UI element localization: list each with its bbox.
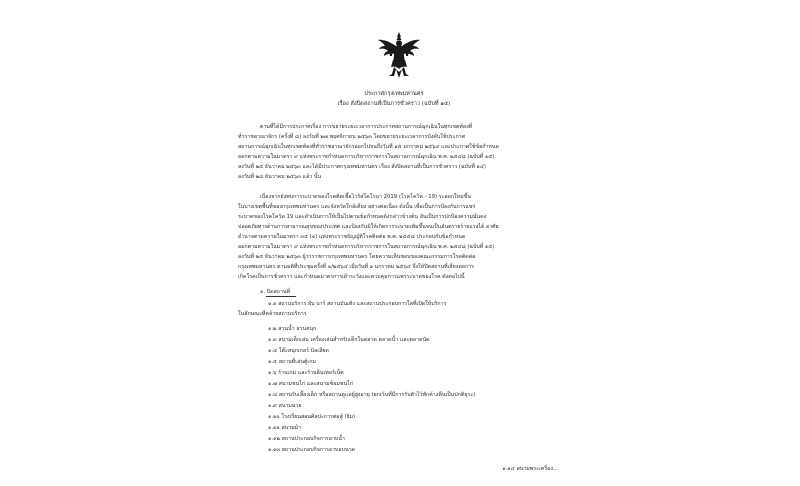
list-item: ๑.๑๓ สถานประกอบกิจการอาบอบนวด: [268, 447, 355, 453]
section-heading: ๑. ปิดสถานที่: [260, 289, 291, 295]
list-item: ๑.๘ สถานรับเลี้ยงเด็ก หรือสถานดูแลผู้สูงอายุ (ยกเว้นที่มีการรับตัวไว้พักค้างคืนเป็นปกติธุระ): [268, 392, 476, 398]
paragraph1-line: สถานการณ์ฉุกเฉินในทุกเขตท้องที่ทั่วราชอาณาจักรออกไปจนถึงวันที่ ๑๕ มกราคม ๒๕๖๔ และประกาศใช้ข้อกำหนด: [238, 144, 499, 150]
section-heading-underline: [266, 296, 296, 297]
list-item: ๑.๑ สถานบริการ ผับ บาร์ สถานบันเทิง และสถานประกอบการใดที่เปิดให้บริการ: [268, 301, 447, 307]
document-page: [208, 0, 580, 486]
list-item: ๑.๒ สวนน้ำ สวนสนุก: [268, 326, 317, 332]
list-item: ๑.๗ สนามชนไก่ และสนามซ้อมชนไก่: [268, 381, 353, 387]
list-item: ๑.๖ ร้านเกม และร้านอินเทอร์เน็ต: [268, 370, 344, 376]
paragraph2-line: ระบาดของโรคโควิด 19 และดำเนินการให้เป็นไปตามข้อกำหนดดังกล่าวข้างต้น อันเป็นการปกป้องความมั่นคง: [238, 214, 487, 220]
paragraph2-line: ลงวันที่ ๒๕ ธันวาคม ๒๕๖๓ ผู้ว่าราชการกรุงเทพมหานคร โดยความเห็นชอบของคณะกรรมการโรคติดต่อ: [238, 254, 476, 260]
list-item: ๑.๕ สถานที่เล่นตู้เกม: [268, 359, 316, 365]
announcement-title: ประกาศกรุงเทพมหานคร: [364, 91, 424, 97]
garuda-emblem-icon: [376, 30, 422, 80]
paragraph2-line: เกิดโรคเป็นการชั่วคราว และกำหนดมาตรการเฝ้าระวังและควบคุมการแพร่ระบาดของโรค ดังต่อไปนี้: [238, 274, 465, 280]
paragraph2-line: กรุงเทพมหานคร ตามมติที่ประชุมครั้งที่ ๑/๒๕๖๔ เมื่อวันที่ ๑ มกราคม ๒๕๖๔ จึงให้ปิดสถานที่เสี่ยงต่อการ: [238, 264, 474, 270]
paragraph2-line: ในบางเขตพื้นที่ของกรุงเทพมหานคร และจังหวัดใกล้เคียง อย่างต่อเนื่อง ดังนั้น เพื่อเป็นการป้องกันการแพร่: [238, 204, 476, 210]
paragraph1-line: ทั่วราชอาณาจักร (ครั้งที่ ๘) ลงวันที่ ๒๗ พฤศจิกายน ๒๕๖๓ โดยขยายระยะเวลาการบังคับใช้ประกาศ: [238, 134, 465, 140]
paragraph2-line: ปลอดภัยทางด้านการสาธารณสุขของประเทศ และป้องกันมิให้เกิดการระบาดเพิ่มขึ้นจนเป็นอันตรายร้ายแรงได้ อาศัย: [238, 224, 499, 230]
announcement-subject: เรื่อง สั่งปิดสถานที่เป็นการชั่วคราว (ฉบับที่ ๑๕): [337, 101, 451, 107]
list-item: ๑.๙ สนามมวย: [268, 403, 302, 409]
paragraph1-line: ลงวันที่ ๒๕ ธันวาคม ๒๕๖๓ และได้มีประกาศกรุงเทพมหานคร เรื่อง สั่งปิดสถานที่เป็นการชั่วคราว (ฉบับที่ ๑๔): [238, 164, 486, 170]
paragraph1-line: ตามที่ได้มีการประกาศเรื่อง การขยายระยะเวลาการประกาศสถานการณ์ฉุกเฉินในทุกเขตท้องที่: [260, 124, 473, 130]
paragraph1-line: ลงวันที่ ๒๘ ธันวาคม ๒๕๖๓ แล้ว นั้น: [238, 174, 322, 180]
paragraph1-line: ออกตามความในมาตรา ๙ แห่งพระราชกำหนดการบริหารราชการในสถานการณ์ฉุกเฉิน พ.ศ. ๒๕๔๘ (ฉบับที่ ๑๕): [238, 154, 495, 160]
paragraph2-line: ออกตามความในมาตรา ๙ แห่งพระราชกำหนดการบริหารราชการในสถานการณ์ฉุกเฉิน พ.ศ. ๒๕๔๘ (ฉบับที่ ๑๕): [238, 244, 495, 250]
continuation-marker: ๑.๑๔ สนามพระเครื่อง...: [502, 466, 558, 472]
list-item: ในลักษณะที่คล้ายสถานบริการ: [238, 311, 307, 317]
list-item: ๑.๑๐ โรงเรียนสอนศิลปะการต่อสู้ (ยิม): [268, 414, 356, 420]
paragraph2-line: เนื่องจากยังพบการระบาดของโรคติดเชื้อไวรัสโคโรนา 2019 (โรคโควิด - 19) ระลอกใหม่ขึ้น: [260, 194, 471, 200]
list-item: ๑.๑๒ สถานประกอบกิจการอาบน้ำ: [268, 436, 345, 442]
list-item: ๑.๓ สนามเด็กเล่น เครื่องเล่นสำหรับเด็กในตลาด ตลาดน้ำ และตลาดนัด: [268, 337, 430, 343]
list-item: ๑.๔ โต๊ะสนุกเกอร์ บิลเลียด: [268, 348, 329, 354]
list-item: ๑.๑๑ สนามม้า: [268, 425, 302, 431]
paragraph2-line: อำนาจตามความในมาตรา ๓๕ (๑) แห่งพระราชบัญญัติโรคติดต่อ พ.ศ. ๒๕๕๘ ประกอบกับข้อกำหนด: [238, 234, 466, 240]
